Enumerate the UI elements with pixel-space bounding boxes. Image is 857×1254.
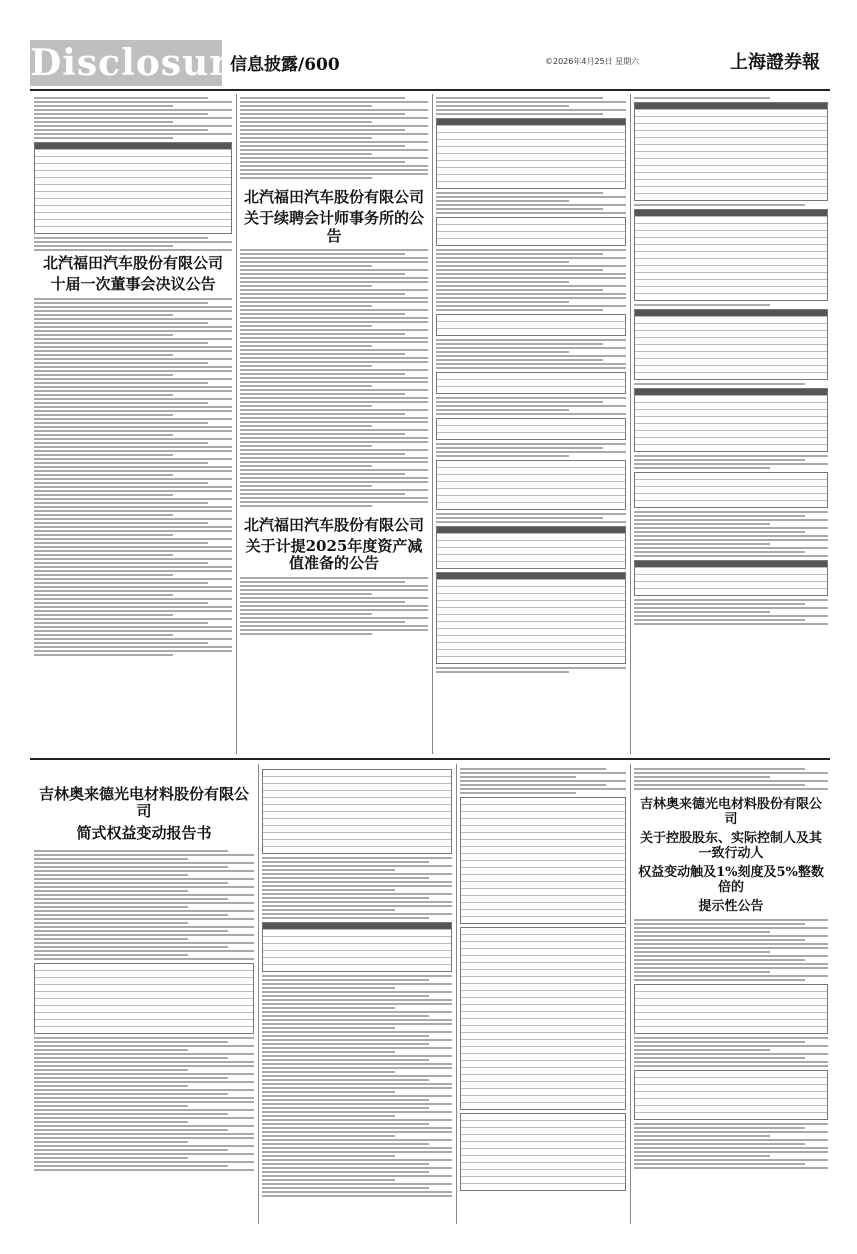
data-table — [634, 388, 828, 452]
article-title: 关于计提2025年度资产减值准备的公告 — [245, 537, 423, 573]
data-table — [634, 102, 828, 201]
data-table — [436, 572, 626, 664]
data-table — [436, 314, 626, 336]
column-divider — [456, 764, 457, 1224]
data-table — [436, 372, 626, 394]
data-table — [436, 217, 626, 246]
column-bottom-4 — [634, 766, 828, 1224]
article-company: 北汽福田汽车股份有限公司 — [243, 515, 424, 534]
column-top-1 — [34, 95, 232, 755]
masthead — [30, 40, 830, 86]
data-table — [634, 984, 828, 1034]
column-divider — [258, 764, 259, 1224]
data-table — [262, 769, 452, 854]
article-title-line-3: 提示性公告 — [698, 898, 764, 914]
article-title-line-2: 权益变动触及1%刻度及5%整数倍的 — [638, 864, 824, 895]
column-bottom-3 — [460, 766, 626, 1224]
column-top-3 — [436, 95, 626, 755]
data-table — [34, 963, 254, 1034]
article-title: 关于续聘会计师事务所的公告 — [243, 209, 424, 245]
middle-rule — [30, 758, 830, 760]
article-title: 简式权益变动报告书 — [76, 823, 212, 842]
data-table — [436, 118, 626, 189]
data-table — [634, 472, 828, 508]
column-bottom-1 — [34, 766, 254, 1224]
data-table — [634, 560, 828, 596]
column-bottom-2 — [262, 766, 452, 1224]
section-title: 信息披露/600 — [230, 55, 340, 75]
top-rule — [30, 89, 830, 91]
column-divider — [630, 94, 631, 754]
article-company: 北汽福田汽车股份有限公司 — [42, 254, 223, 272]
column-divider — [236, 94, 237, 754]
disclosure-logo: Disclosure — [30, 42, 254, 84]
data-table — [460, 797, 626, 924]
data-table — [460, 1113, 626, 1191]
data-table — [436, 526, 626, 569]
data-table — [634, 209, 828, 301]
article-title: 十届一次董事会决议公告 — [50, 275, 216, 294]
column-divider — [432, 94, 433, 754]
column-top-2 — [240, 95, 428, 755]
article-company: 吉林奥来德光电材料股份有限公司 — [38, 785, 249, 821]
newspaper-name: 上海證券報 — [730, 52, 820, 73]
data-table — [436, 418, 626, 440]
data-table — [634, 309, 828, 380]
data-table — [460, 927, 626, 1110]
column-top-4 — [634, 95, 828, 755]
article-title-line-1: 关于控股股东、实际控制人及其一致行动人 — [639, 830, 822, 861]
data-table — [634, 1070, 828, 1120]
data-table — [34, 142, 232, 234]
article-company: 北汽福田汽车股份有限公司 — [243, 188, 424, 206]
article-company: 吉林奥来德光电材料股份有限公司 — [639, 797, 822, 827]
issue-date: ©2026年4月25日 星期六 — [545, 57, 640, 66]
data-table — [436, 460, 626, 510]
data-table — [262, 922, 452, 972]
column-divider — [630, 764, 631, 1224]
